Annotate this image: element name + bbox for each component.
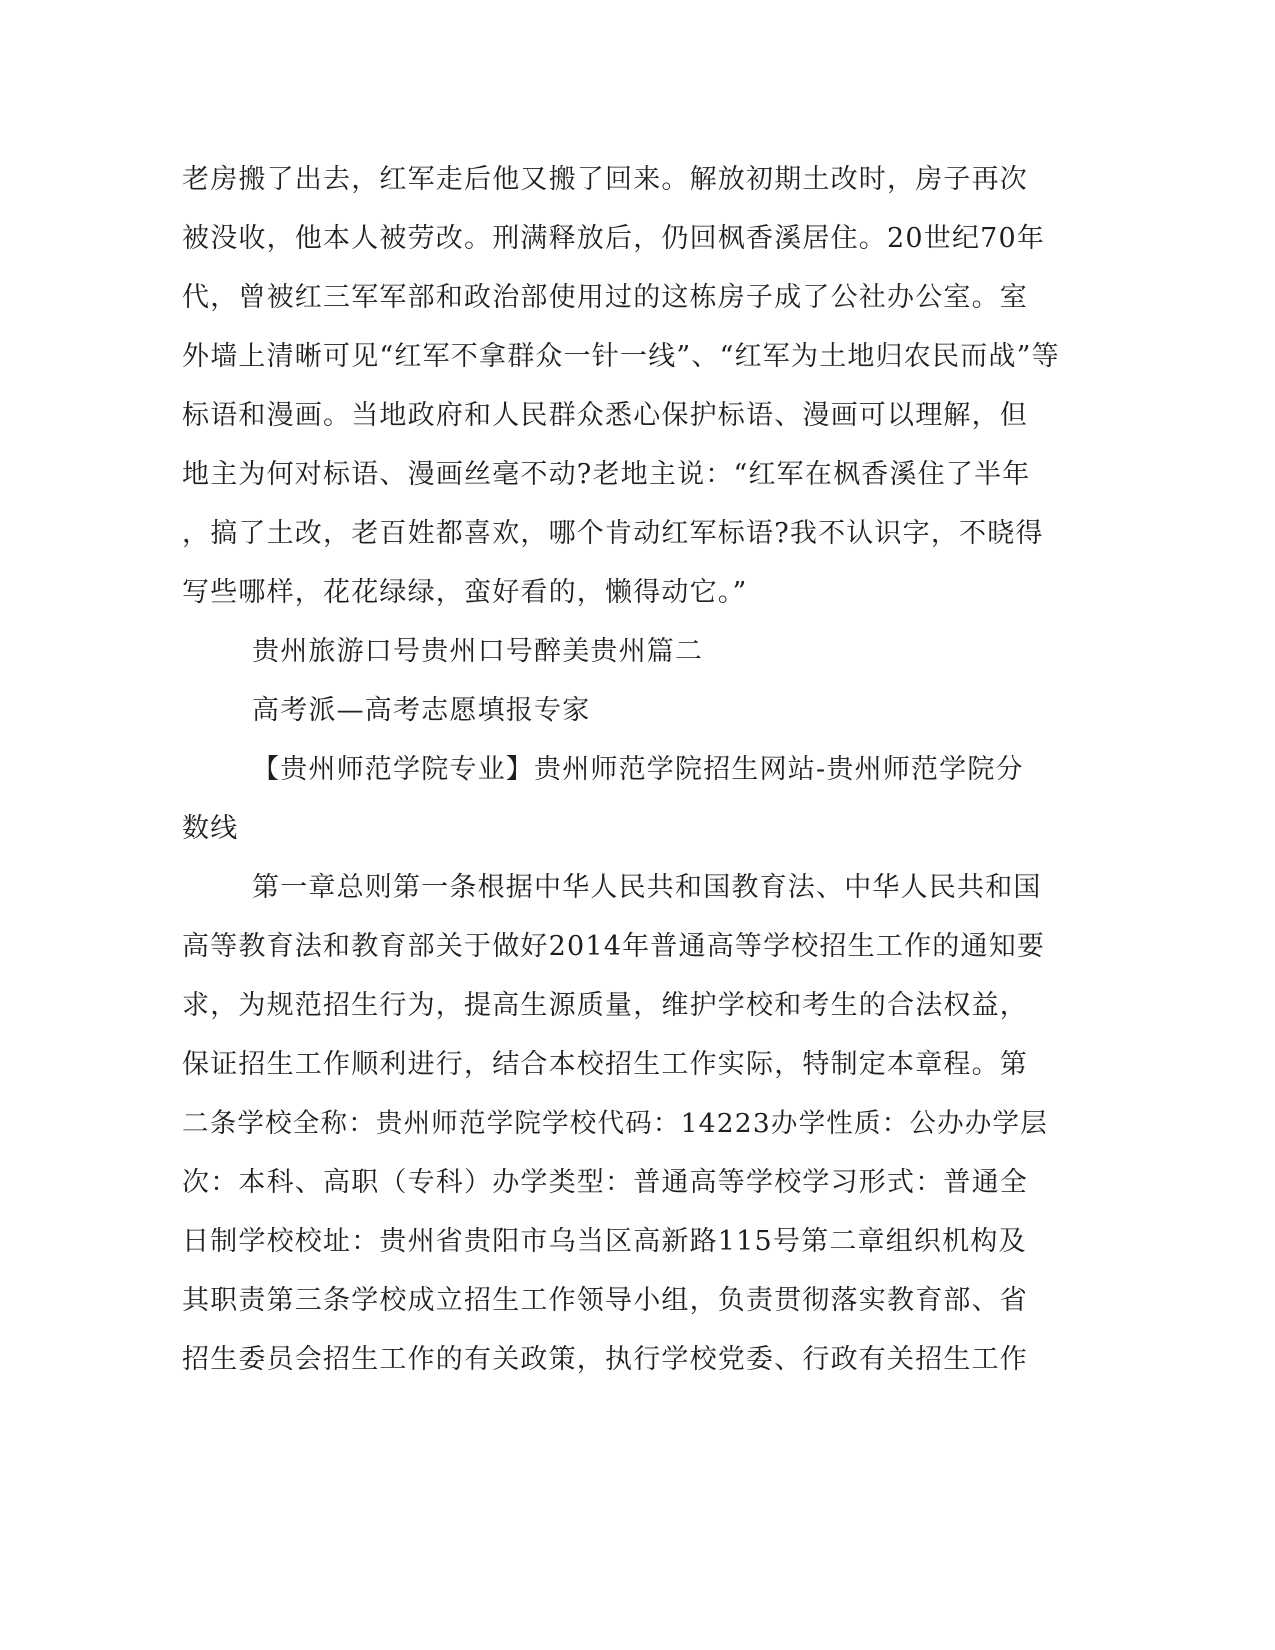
text-line: 求，为规范招生行为，提高生源质量，维护学校和考生的合法权益， bbox=[182, 990, 1028, 1021]
text-line: 高等教育法和教育部关于做好2014年普通高等学校招生工作的通知要 bbox=[182, 931, 1046, 962]
text-line: 写些哪样，花花绿绿，蛮好看的，懒得动它。” bbox=[182, 577, 748, 608]
text-line: 地主为何对标语、漫画丝毫不动?老地主说：“红军在枫香溪住了半年 bbox=[182, 459, 1031, 490]
text-line: 数线 bbox=[182, 813, 239, 844]
text-line: 保证招生工作顺利进行，结合本校招生工作实际，特制定本章程。第 bbox=[182, 1049, 1028, 1080]
text-line: 次：本科、高职（专科）办学类型：普通高等学校学习形式：普通全 bbox=[182, 1167, 1028, 1198]
text-line: 二条学校全称：贵州师范学院学校代码：14223办学性质：公办办学层 bbox=[182, 1108, 1048, 1139]
text-line: 第一章总则第一条根据中华人民共和国教育法、中华人民共和国 bbox=[252, 872, 1042, 903]
text-line: 被没收，他本人被劳改。刑满释放后，仍回枫香溪居住。20世纪70年 bbox=[182, 223, 1046, 254]
text-line: ，搞了土改，老百姓都喜欢，哪个肯动红军标语?我不认识字，不晓得 bbox=[182, 518, 1044, 549]
text-line: 其职责第三条学校成立招生工作领导小组，负责贯彻落实教育部、省 bbox=[182, 1285, 1028, 1316]
section-subheading: 高考派—高考志愿填报专家 bbox=[252, 695, 591, 726]
text-line: 外墙上清晰可见“红军不拿群众一针一线”、“红军为土地归农民而战”等 bbox=[182, 341, 1060, 372]
text-line: 【贵州师范学院专业】贵州师范学院招生网站-贵州师范学院分 bbox=[252, 754, 1024, 785]
text-line: 标语和漫画。当地政府和人民群众悉心保护标语、漫画可以理解，但 bbox=[182, 400, 1028, 431]
text-line: 日制学校校址：贵州省贵阳市乌当区高新路115号第二章组织机构及 bbox=[182, 1226, 1027, 1257]
text-line: 招生委员会招生工作的有关政策，执行学校党委、行政有关招生工作 bbox=[182, 1344, 1028, 1375]
text-line: 老房搬了出去，红军走后他又搬了回来。解放初期土改时，房子再次 bbox=[182, 164, 1028, 195]
section-heading: 贵州旅游口号贵州口号醉美贵州篇二 bbox=[252, 636, 704, 667]
text-line: 代，曾被红三军军部和政治部使用过的这栋房子成了公社办公室。室 bbox=[182, 282, 1028, 313]
